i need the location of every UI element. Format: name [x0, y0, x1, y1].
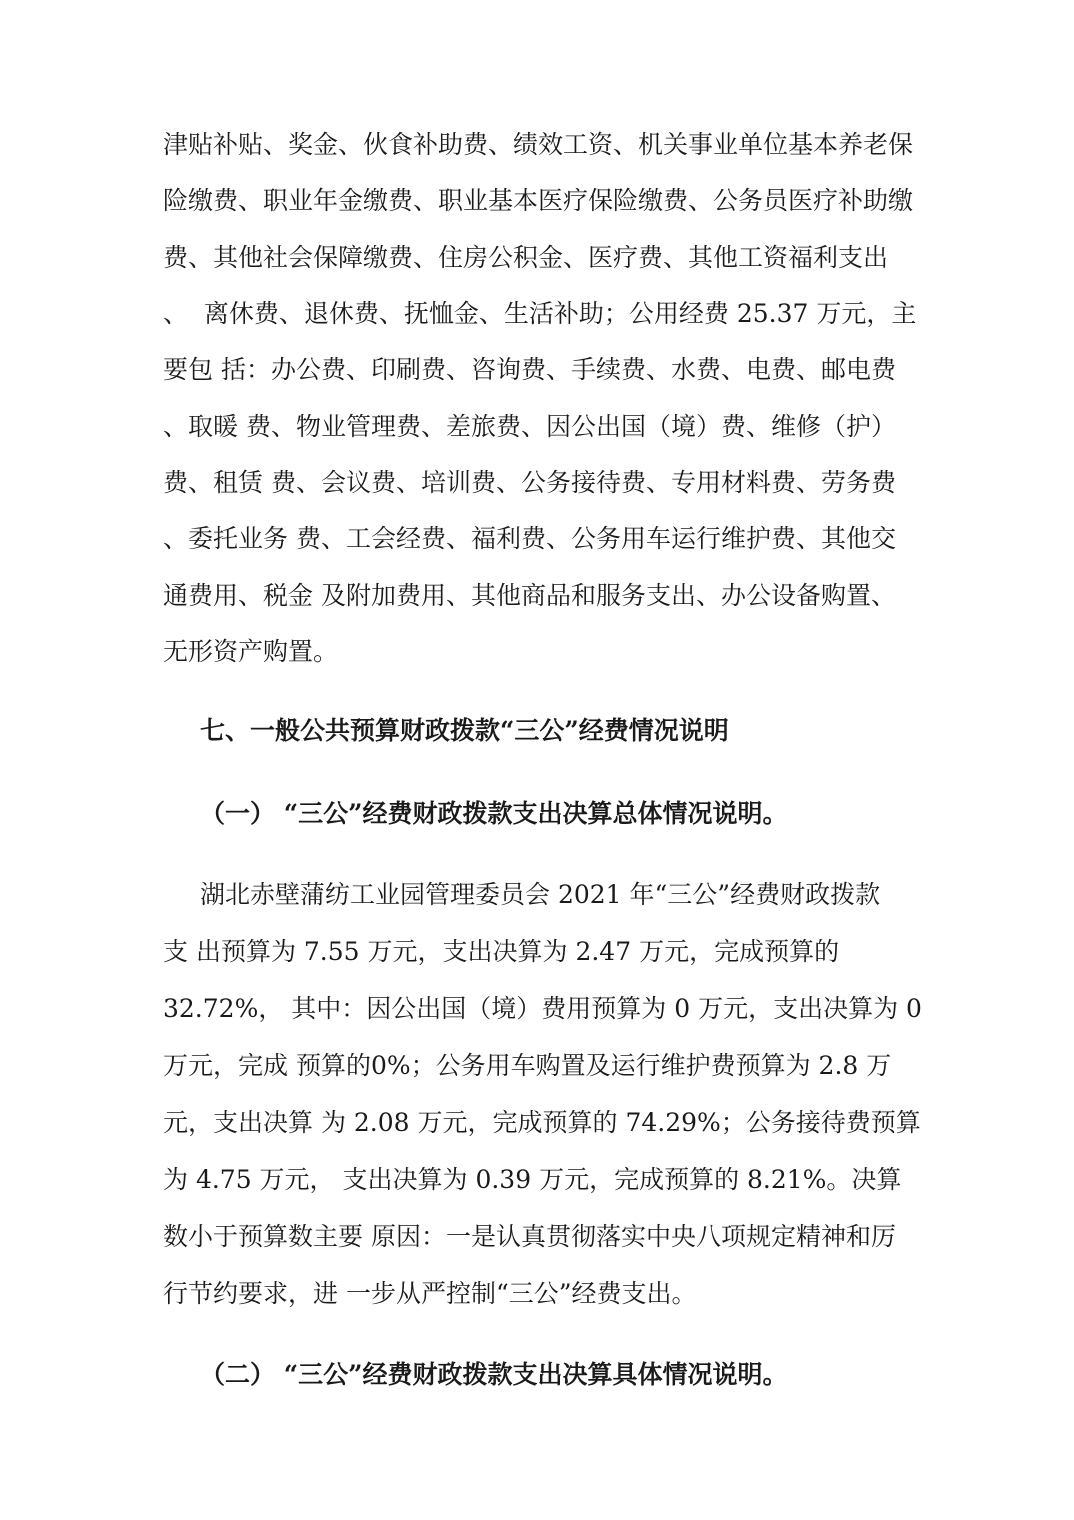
paragraph-1-line-10: 无形资产购置。	[163, 637, 339, 666]
paragraph-2-line-3: 32.72%， 其中：因公出国（境）费用预算为 0 万元，支出决算为 0	[163, 994, 922, 1023]
section-heading-7: 七、一般公共预算财政拨款“三公”经费情况说明	[200, 716, 729, 745]
paragraph-2-line-4: 万元，完成 预算的0%；公务用车购置及运行维护费预算为 2.8 万	[163, 1051, 892, 1080]
subsection-heading-2: （二） “三公”经费财政拨款支出决算具体情况说明。	[200, 1360, 788, 1389]
paragraph-2-line-7: 数小于预算数主要 原因：一是认真贯彻落实中央八项规定精神和厉	[163, 1222, 896, 1251]
paragraph-2-line-6: 为 4.75 万元， 支出决算为 0.39 万元，完成预算的 8.21%。决算	[163, 1165, 902, 1194]
paragraph-2-line-8: 行节约要求，进 一步从严控制“三公”经费支出。	[163, 1279, 697, 1308]
paragraph-1-line-4: 、 离休费、退休费、抚恤金、生活补助；公用经费 25.37 万元，主	[163, 299, 917, 328]
paragraph-1-line-8: 、委托业务 费、工会经费、福利费、公务用车运行维护费、其他交	[163, 524, 896, 553]
paragraph-1-line-6: 、取暖 费、物业管理费、差旅费、因公出国（境）费、维修（护）	[163, 412, 896, 441]
paragraph-1-line-3: 费、其他社会保障缴费、住房公积金、医疗费、其他工资福利支出	[163, 243, 889, 272]
paragraph-1-line-7: 费、租赁 费、会议费、培训费、公务接待费、专用材料费、劳务费	[163, 468, 896, 497]
paragraph-2-line-1: 湖北赤壁蒲纺工业园管理委员会 2021 年“三公”经费财政拨款	[200, 880, 881, 909]
paragraph-1-line-2: 险缴费、职业年金缴费、职业基本医疗保险缴费、公务员医疗补助缴	[163, 186, 914, 215]
paragraph-1-line-1: 津贴补贴、奖金、伙食补助费、绩效工资、机关事业单位基本养老保	[163, 130, 914, 159]
paragraph-1-line-9: 通费用、税金 及附加费用、其他商品和服务支出、办公设备购置、	[163, 581, 896, 610]
paragraph-2-line-2: 支 出预算为 7.55 万元，支出决算为 2.47 万元，完成预算的	[163, 937, 840, 966]
paragraph-1-line-5: 要包 括：办公费、印刷费、咨询费、手续费、水费、电费、邮电费	[163, 355, 896, 384]
paragraph-2-line-5: 元，支出决算 为 2.08 万元，完成预算的 74.29%；公务接待费预算	[163, 1108, 921, 1137]
subsection-heading-1: （一） “三公”经费财政拨款支出决算总体情况说明。	[200, 799, 788, 828]
